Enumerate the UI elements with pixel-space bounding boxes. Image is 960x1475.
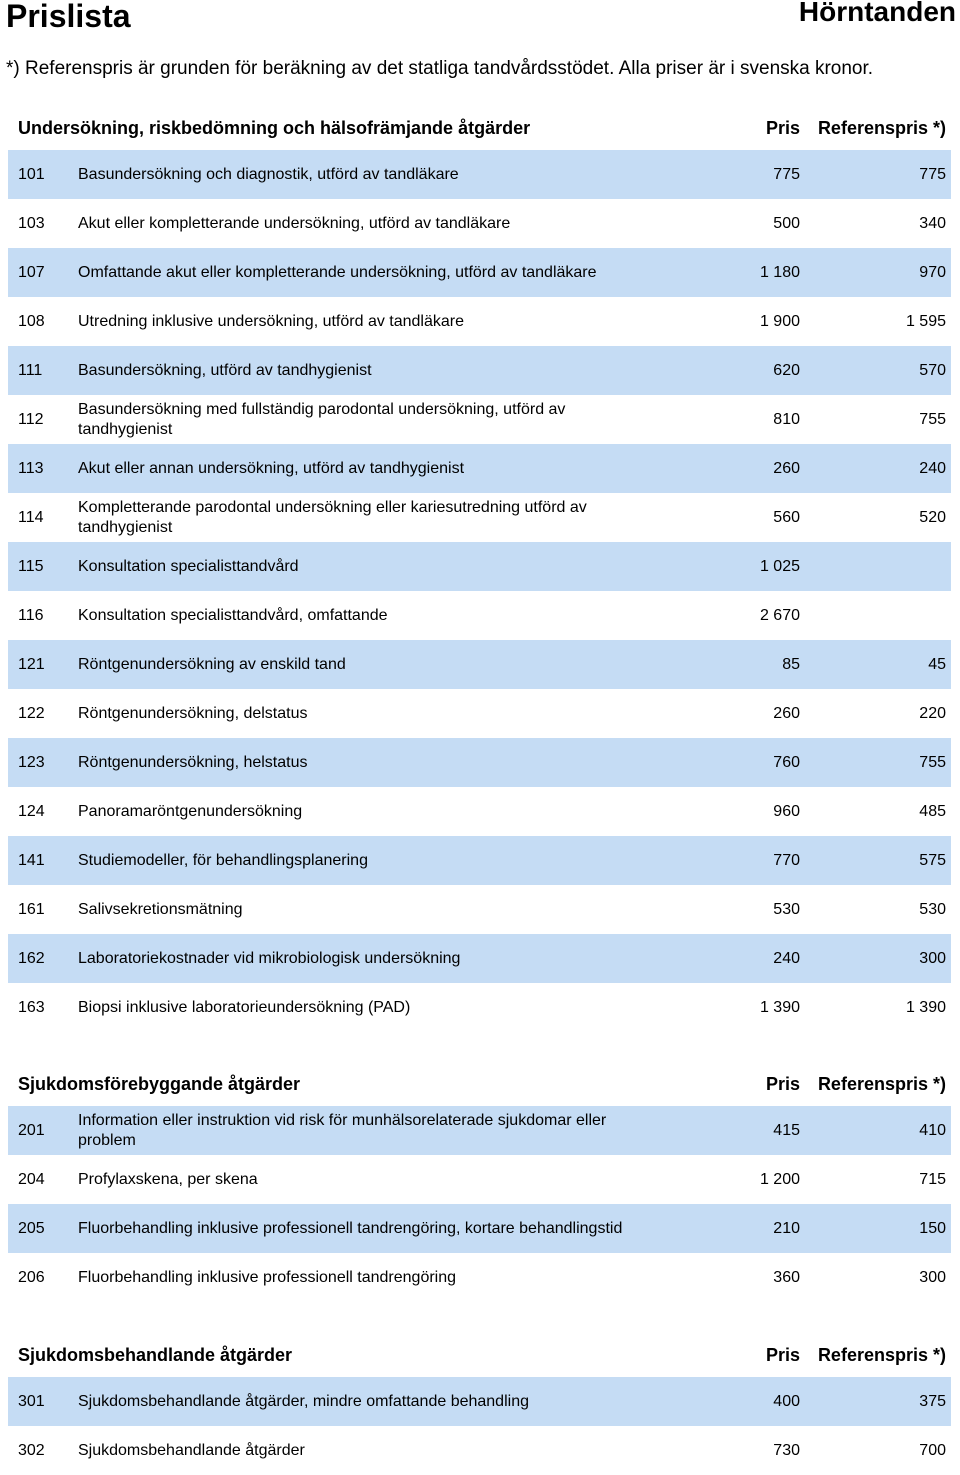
- table-row: [8, 150, 951, 199]
- table-row: [8, 346, 951, 395]
- reference-price-value: 755: [919, 410, 946, 428]
- page-title: Prislista: [6, 0, 131, 34]
- section-examination: [0, 110, 960, 1032]
- section-title: Sjukdomsförebyggande åtgärder: [18, 1074, 301, 1094]
- reference-price-value: 520: [919, 508, 946, 526]
- reference-price-value: 150: [919, 1219, 946, 1237]
- treatment-code: 141: [18, 851, 45, 869]
- price-value: 260: [773, 459, 800, 477]
- table-row: [8, 836, 951, 885]
- table-row: [8, 689, 951, 738]
- price-value: 1 025: [759, 557, 800, 575]
- treatment-code: 204: [18, 1170, 45, 1188]
- reference-price-value: 300: [919, 949, 946, 967]
- table-row: [8, 1377, 951, 1426]
- section-header: [0, 1066, 960, 1106]
- treatment-description: Konsultation specialisttandvård: [78, 557, 299, 575]
- price-column-header: Pris: [765, 118, 800, 138]
- reference-column-header: Referenspris *): [817, 1345, 946, 1365]
- price-value: 2 670: [759, 606, 800, 624]
- reference-price-value: 240: [919, 459, 946, 477]
- treatment-code: 201: [18, 1121, 45, 1139]
- treatment-description: Laboratoriekostnader vid mikrobiologisk undersökning: [78, 949, 461, 967]
- treatment-code: 115: [18, 557, 44, 575]
- table-row: [8, 1426, 951, 1475]
- price-value: 1 900: [759, 312, 800, 330]
- table-row: [8, 1106, 951, 1155]
- treatment-code: 301: [18, 1392, 45, 1410]
- section-header: [0, 1337, 960, 1377]
- reference-column-header: Referenspris *): [817, 118, 946, 138]
- price-value: 620: [773, 361, 800, 379]
- treatment-code: 101: [18, 165, 45, 183]
- reference-price-value: 570: [919, 361, 946, 379]
- price-value: 85: [782, 655, 800, 673]
- price-value: 760: [773, 753, 800, 771]
- price-column-header: Pris: [765, 1074, 800, 1094]
- price-value: 260: [773, 704, 800, 722]
- price-value: 210: [773, 1219, 800, 1237]
- reference-price-note: *) Referenspris är grunden för beräkning av det statliga tandvårdsstödet. Alla priser är i svenska kronor.: [6, 58, 874, 79]
- price-value: 240: [773, 949, 800, 967]
- treatment-description: Omfattande akut eller kompletterande undersökning, utförd av tandläkare: [78, 263, 597, 281]
- price-value: 360: [773, 1268, 800, 1286]
- reference-price-value: 300: [919, 1268, 946, 1286]
- reference-column-header: Referenspris *): [817, 1074, 946, 1094]
- section-treatment: [0, 1337, 960, 1475]
- treatment-code: 108: [18, 312, 45, 330]
- treatment-description: Röntgenundersökning, delstatus: [78, 704, 308, 722]
- reference-price-value: 45: [928, 655, 946, 673]
- reference-price-value: 340: [919, 214, 946, 232]
- table-row: [8, 542, 951, 591]
- treatment-description: Basundersökning och diagnostik, utförd av tandläkare: [78, 165, 459, 183]
- price-value: 560: [773, 508, 800, 526]
- reference-price-value: 700: [919, 1441, 946, 1459]
- table-row: [8, 199, 951, 248]
- table-row: [8, 1155, 951, 1204]
- table-row: [8, 248, 951, 297]
- price-column-header: Pris: [765, 1345, 800, 1365]
- treatment-description: Röntgenundersökning av enskild tand: [78, 655, 346, 673]
- price-value: 960: [773, 802, 800, 820]
- treatment-code: 123: [18, 753, 45, 771]
- reference-price-value: 220: [919, 704, 946, 722]
- treatment-code: 121: [18, 655, 45, 673]
- price-value: 1 180: [759, 263, 800, 281]
- treatment-code: 107: [18, 263, 45, 281]
- section-title: Sjukdomsbehandlande åtgärder: [18, 1345, 293, 1365]
- treatment-code: 103: [18, 214, 45, 232]
- treatment-code: 116: [18, 606, 44, 624]
- treatment-code: 122: [18, 704, 45, 722]
- price-value: 775: [773, 165, 800, 183]
- table-row: [8, 885, 951, 934]
- treatment-code: 112: [18, 410, 44, 428]
- reference-price-value: 1 595: [905, 312, 946, 330]
- treatment-description: Akut eller kompletterande undersökning, utförd av tandläkare: [78, 214, 511, 232]
- reference-price-value: 485: [919, 802, 946, 820]
- treatment-code: 124: [18, 802, 45, 820]
- table-row: [8, 640, 951, 689]
- price-value: 770: [773, 851, 800, 869]
- treatment-description: Basundersökning med fullständig parodontal undersökning, utförd av tandhygienist: [78, 400, 566, 438]
- treatment-description: Studiemodeller, för behandlingsplanering: [78, 851, 368, 869]
- table-row: [8, 297, 951, 346]
- table-row: [8, 395, 951, 444]
- table-row: [8, 591, 951, 640]
- treatment-code: 302: [18, 1441, 45, 1459]
- section-preventive: [0, 1066, 960, 1302]
- treatment-description: Utredning inklusive undersökning, utförd av tandläkare: [78, 312, 465, 330]
- table-row: [8, 493, 951, 542]
- treatment-description: Röntgenundersökning, helstatus: [78, 753, 308, 771]
- reference-price-value: 575: [919, 851, 946, 869]
- treatment-description: Information eller instruktion vid risk för munhälsorelaterade sjukdomar eller problem: [78, 1111, 607, 1149]
- reference-price-value: 755: [919, 753, 946, 771]
- reference-price-value: 970: [919, 263, 946, 281]
- treatment-description: Kompletterande parodontal undersökning eller kariesutredning utförd av tandhygienist: [78, 498, 587, 536]
- reference-price-value: 715: [919, 1170, 946, 1188]
- treatment-description: Profylaxskena, per skena: [78, 1170, 258, 1188]
- treatment-description: Basundersökning, utförd av tandhygienist: [78, 361, 372, 379]
- table-row: [8, 1253, 951, 1302]
- treatment-code: 113: [18, 459, 44, 477]
- treatment-description: Akut eller annan undersökning, utförd av tandhygienist: [78, 459, 465, 477]
- section-title: Undersökning, riskbedömning och hälsofrämjande åtgärder: [18, 118, 531, 138]
- treatment-code: 162: [18, 949, 45, 967]
- reference-price-value: 775: [919, 165, 946, 183]
- treatment-description: Sjukdomsbehandlande åtgärder, mindre omfattande behandling: [78, 1392, 529, 1410]
- price-value: 810: [773, 410, 800, 428]
- table-row: [8, 444, 951, 493]
- section-header: [0, 110, 960, 150]
- price-value: 500: [773, 214, 800, 232]
- reference-price-value: 1 390: [905, 998, 946, 1016]
- price-value: 730: [773, 1441, 800, 1459]
- treatment-code: 114: [18, 508, 44, 526]
- treatment-code: 206: [18, 1268, 45, 1286]
- treatment-description: Fluorbehandling inklusive professionell tandrengöring, kortare behandlingstid: [78, 1219, 623, 1237]
- reference-price-value: 375: [919, 1392, 946, 1410]
- price-value: 1 390: [759, 998, 800, 1016]
- price-value: 400: [773, 1392, 800, 1410]
- treatment-code: 111: [18, 361, 43, 379]
- reference-price-value: 530: [919, 900, 946, 918]
- reference-price-value: 410: [919, 1121, 946, 1139]
- table-row: [8, 738, 951, 787]
- price-value: 415: [773, 1121, 800, 1139]
- table-row: [8, 934, 951, 983]
- treatment-description: Sjukdomsbehandlande åtgärder: [78, 1441, 305, 1459]
- treatment-description: Fluorbehandling inklusive professionell tandrengöring: [78, 1268, 457, 1286]
- treatment-description: Salivsekretionsmätning: [78, 900, 243, 918]
- table-row: [8, 787, 951, 836]
- treatment-code: 205: [18, 1219, 45, 1237]
- treatment-description: Biopsi inklusive laboratorieundersökning (PAD): [78, 998, 411, 1016]
- clinic-name: Hörntanden: [798, 0, 956, 27]
- treatment-code: 161: [18, 900, 45, 918]
- treatment-code: 163: [18, 998, 45, 1016]
- price-value: 1 200: [759, 1170, 800, 1188]
- price-value: 530: [773, 900, 800, 918]
- table-row: [8, 983, 951, 1032]
- table-row: [8, 1204, 951, 1253]
- treatment-description: Konsultation specialisttandvård, omfattande: [78, 606, 388, 624]
- treatment-description: Panoramaröntgenundersökning: [78, 802, 303, 820]
